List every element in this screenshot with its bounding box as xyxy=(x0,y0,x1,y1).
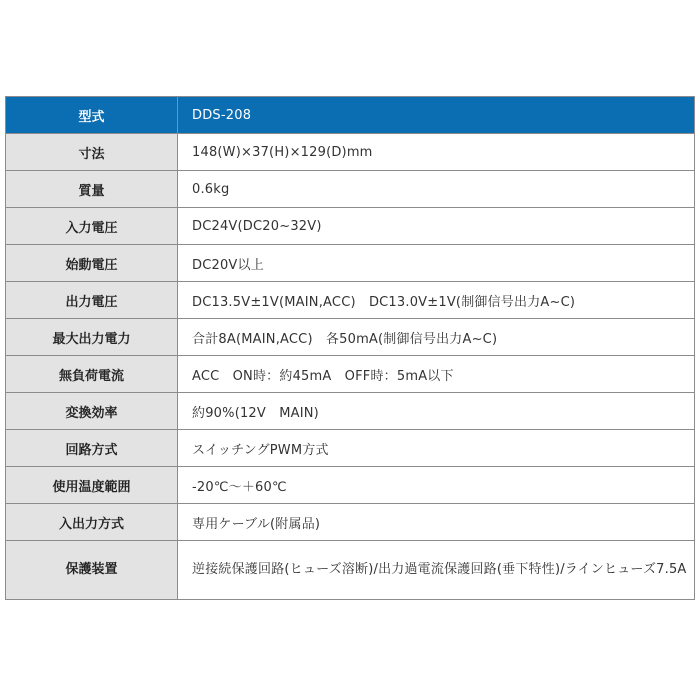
spec-value: 逆接続保護回路(ヒューズ溶断)/出力過電流保護回路(垂下特性)/ラインヒューズ7.5A xyxy=(178,541,695,600)
spec-label: 回路方式 xyxy=(6,430,178,467)
spec-row-output-voltage xyxy=(6,282,695,319)
spec-row-io-method xyxy=(6,504,695,541)
spec-label: 変換効率 xyxy=(6,393,178,430)
spec-row-max-output xyxy=(6,319,695,356)
spec-row-weight xyxy=(6,171,695,208)
spec-label: 使用温度範囲 xyxy=(6,467,178,504)
spec-value: 148(W)×37(H)×129(D)mm xyxy=(178,134,695,171)
spec-value: 合計8A(MAIN,ACC) 各50mA(制御信号出力A~C) xyxy=(178,319,695,356)
spec-value: -20℃～＋60℃ xyxy=(178,467,695,504)
spec-header-label: 型式 xyxy=(6,97,178,134)
spec-header-value: DDS-208 xyxy=(178,97,695,134)
spec-label: 無負荷電流 xyxy=(6,356,178,393)
spec-label: 質量 xyxy=(6,171,178,208)
spec-value: DC24V(DC20~32V) xyxy=(178,208,695,245)
spec-row-protection xyxy=(6,541,695,600)
spec-label: 寸法 xyxy=(6,134,178,171)
spec-value: 約90%(12V MAIN) xyxy=(178,393,695,430)
spec-value: ACC ON時：約45mA OFF時：5mA以下 xyxy=(178,356,695,393)
spec-row-dimensions xyxy=(6,134,695,171)
spec-header-row xyxy=(6,97,695,134)
spec-value: 0.6kg xyxy=(178,171,695,208)
spec-label: 入力電圧 xyxy=(6,208,178,245)
spec-row-circuit xyxy=(6,430,695,467)
spec-label: 始動電圧 xyxy=(6,245,178,282)
spec-row-efficiency xyxy=(6,393,695,430)
spec-table xyxy=(5,96,695,600)
spec-label: 最大出力電力 xyxy=(6,319,178,356)
spec-value: スイッチングPWM方式 xyxy=(178,430,695,467)
spec-row-start-voltage xyxy=(6,245,695,282)
spec-label: 保護装置 xyxy=(6,541,178,600)
spec-label: 出力電圧 xyxy=(6,282,178,319)
spec-row-input-voltage xyxy=(6,208,695,245)
spec-label: 入出力方式 xyxy=(6,504,178,541)
spec-value: 専用ケーブル(附属品) xyxy=(178,504,695,541)
spec-value: DC20V以上 xyxy=(178,245,695,282)
spec-row-no-load-current xyxy=(6,356,695,393)
spec-value: DC13.5V±1V(MAIN,ACC) DC13.0V±1V(制御信号出力A~C) xyxy=(178,282,695,319)
spec-row-temperature xyxy=(6,467,695,504)
